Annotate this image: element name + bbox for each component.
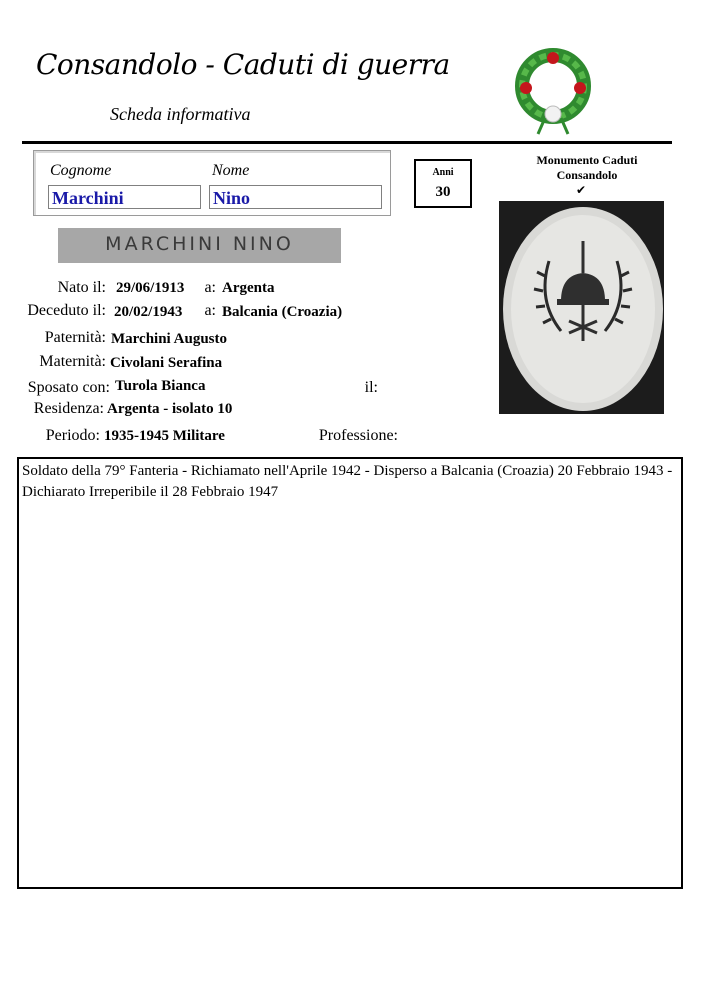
profession-label: Professione: bbox=[318, 427, 398, 444]
monument-title bbox=[512, 153, 662, 183]
monument-title-line1: Monumento Caduti bbox=[536, 153, 638, 167]
header-divider bbox=[22, 141, 672, 144]
name-field: Nino bbox=[209, 185, 382, 209]
page-title: Consandolo - Caduti di guerra bbox=[36, 48, 450, 81]
monument-title-line2: Consandolo bbox=[556, 168, 618, 182]
period-value: 1935-1945 Militare bbox=[104, 428, 225, 444]
rose-icon bbox=[520, 82, 532, 94]
plate-text: MARCHINI NINO bbox=[105, 233, 294, 255]
notes-box: Soldato della 79° Fanteria - Richiamato nell'Aprile 1942 - Disperso a Balcania (Croazia) 20 Febbraio 1943 - Dichiarato Irreperibile il 28 Febbraio 1947 bbox=[17, 457, 683, 889]
rose-icon bbox=[547, 52, 559, 64]
died-place-label: a: bbox=[204, 302, 216, 319]
age-value: 30 bbox=[435, 184, 451, 200]
died-label: Deceduto il: bbox=[27, 302, 106, 319]
age-box bbox=[414, 159, 472, 208]
mother-value: Civolani Serafina bbox=[110, 355, 223, 371]
born-date: 29/06/1913 bbox=[116, 280, 185, 296]
spouse-label: Sposato con: bbox=[27, 379, 110, 396]
monument-photo bbox=[499, 201, 664, 414]
died-date: 20/02/1943 bbox=[114, 304, 183, 320]
residence-label: Residenza: bbox=[33, 400, 104, 417]
surname-field: Marchini bbox=[48, 185, 201, 209]
page-subtitle: Scheda informativa bbox=[110, 104, 251, 124]
age-label: Anni bbox=[432, 167, 454, 178]
rose-icon bbox=[574, 82, 586, 94]
father-label: Paternità: bbox=[44, 329, 106, 346]
spouse-value: Turola Bianca bbox=[115, 378, 206, 394]
died-place: Balcania (Croazia) bbox=[222, 304, 343, 320]
white-rose-icon bbox=[545, 106, 561, 122]
born-label: Nato il: bbox=[57, 279, 106, 296]
mother-label: Maternità: bbox=[39, 353, 106, 370]
period-label: Periodo: bbox=[45, 427, 100, 444]
married-on-label: il: bbox=[364, 379, 378, 396]
born-place: Argenta bbox=[222, 280, 275, 296]
born-place-label: a: bbox=[204, 279, 216, 296]
wreath-logo bbox=[508, 42, 598, 136]
residence-value: Argenta - isolato 10 bbox=[107, 401, 233, 417]
name-label: Nome bbox=[212, 162, 250, 179]
monument-check-icon: ✔ bbox=[576, 183, 587, 197]
surname-label: Cognome bbox=[50, 162, 112, 179]
father-value: Marchini Augusto bbox=[111, 331, 227, 347]
